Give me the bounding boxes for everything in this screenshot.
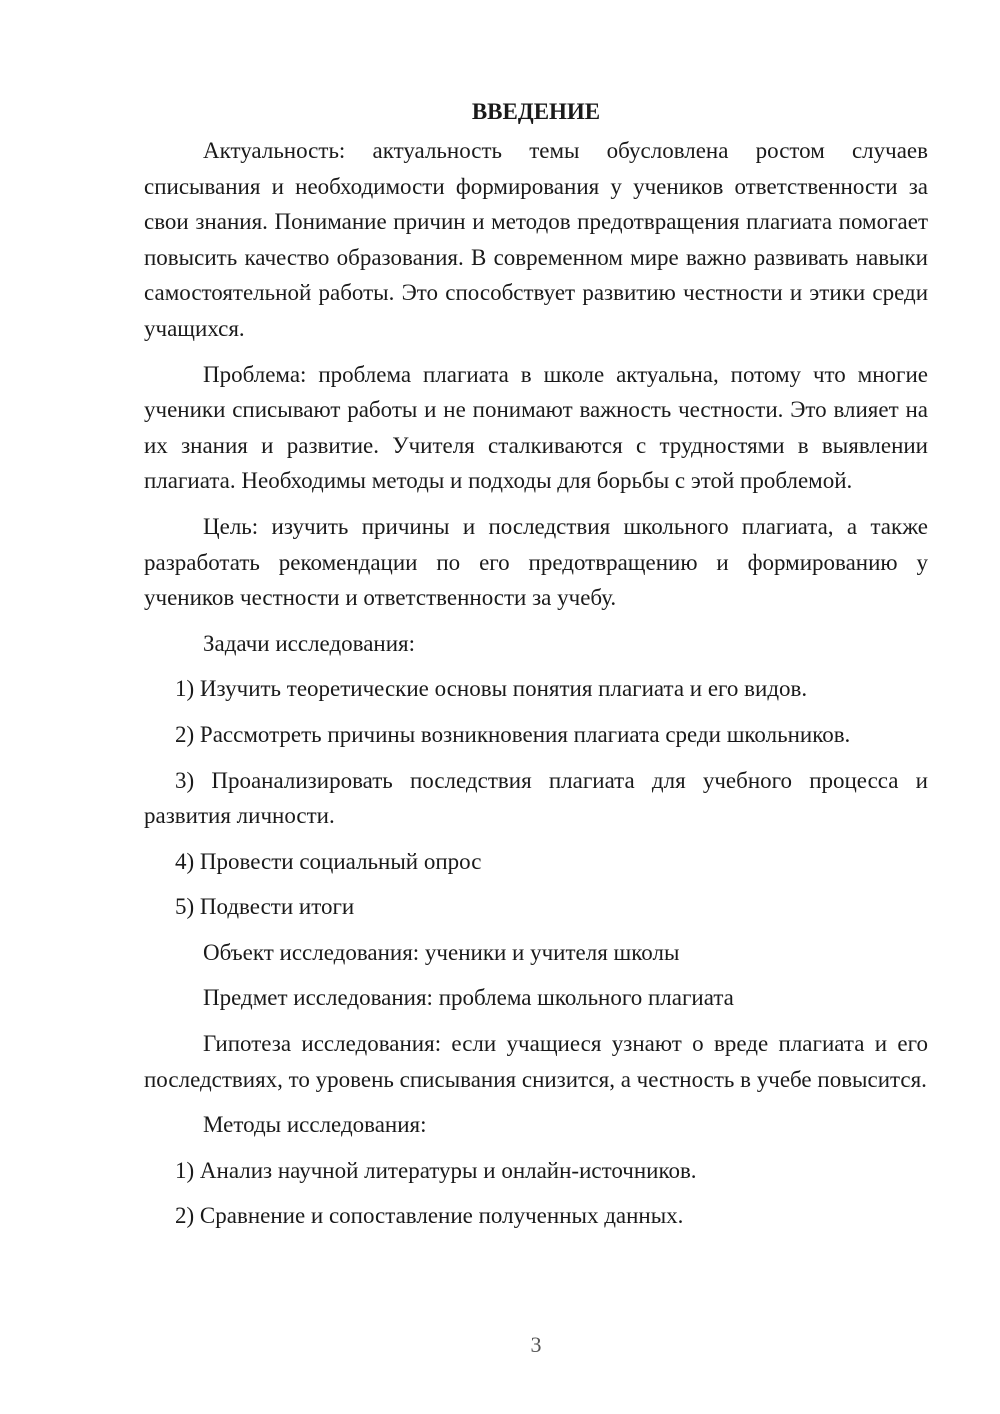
goal-paragraph: Цель: изучить причины и последствия школьного плагиата, а также разработать рекомендации по его предотвращению и формированию у учеников честности и ответственности за учебу. — [144, 513, 928, 611]
relevance-paragraph: Актуальность: актуальность темы обусловлена ростом случаев списывания и необходимости формирования у учеников ответственности за свои знания. Понимание причин и методов предотвращения плагиата помогает повысить качество образования. В современном мире важно развивать навыки самостоятельной работы. Это способствует развитию честности и этики среди учащихся. — [144, 138, 928, 341]
page-title: ВВЕДЕНИЕ — [471, 99, 601, 124]
method-item-1: 1) Анализ научной литературы и онлайн-источников. — [175, 1157, 697, 1183]
task-item-2: 2) Рассмотреть причины возникновения плагиата среди школьников. — [175, 721, 851, 747]
methods-heading: Методы исследования: — [203, 1112, 427, 1138]
task-item-3: 3) Проанализировать последствия плагиата для учебного процесса и развития личности. — [144, 767, 928, 829]
task-item-4: 4) Провести социальный опрос — [175, 848, 482, 874]
document-page — [144, 96, 928, 1244]
task-item-5: 5) Подвести итоги — [175, 894, 355, 920]
hypothesis-paragraph: Гипотеза исследования: если учащиеся узнают о вреде плагиата и его последствиях, то уровень списывания снизится, а честность в учебе повысится. — [144, 1031, 928, 1092]
problem-paragraph: Проблема: проблема плагиата в школе актуальна, потому что многие ученики списывают работы и не понимают важность честности. Это влияет на их знания и развитие. Учителя сталкиваются с трудностями в выявлении плагиата. Необходимы методы и подходы для борьбы с этой проблемой. — [144, 361, 928, 494]
subject-paragraph: Предмет исследования: проблема школьного плагиата — [203, 985, 734, 1011]
object-paragraph: Объект исследования: ученики и учителя школы — [203, 939, 680, 965]
tasks-heading: Задачи исследования: — [203, 630, 416, 656]
page-number: 3 — [530, 1332, 542, 1357]
method-item-2: 2) Сравнение и сопоставление полученных данных. — [175, 1203, 684, 1229]
task-item-1: 1) Изучить теоретические основы понятия плагиата и его видов. — [175, 676, 808, 702]
